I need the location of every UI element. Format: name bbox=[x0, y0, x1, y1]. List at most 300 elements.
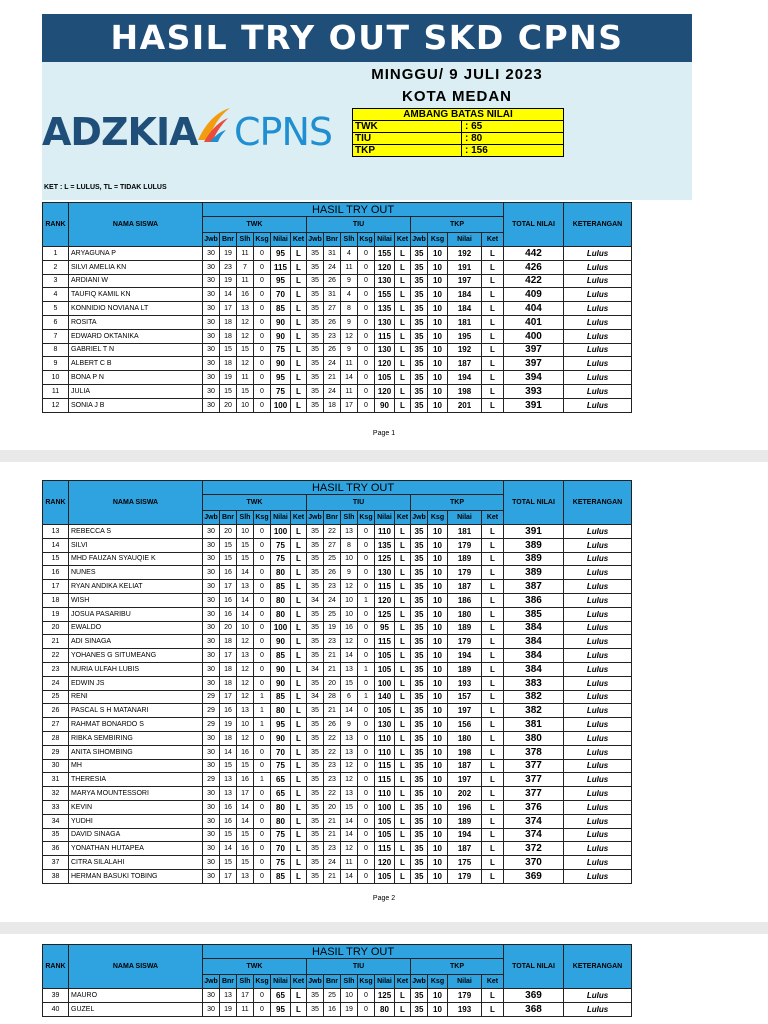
table-cell: 181 bbox=[448, 315, 482, 329]
table-cell: 35 bbox=[307, 1002, 324, 1016]
table-cell: 30 bbox=[203, 580, 220, 594]
table-cell: 386 bbox=[504, 593, 564, 607]
table-cell: 401 bbox=[504, 315, 564, 329]
col-nama-header: NAMA SISWA bbox=[69, 203, 203, 247]
table-cell: 30 bbox=[203, 357, 220, 371]
sub-column-header: Slh bbox=[341, 233, 358, 247]
table-cell: 30 bbox=[203, 814, 220, 828]
table-cell: MARYA MOUNTESSORI bbox=[69, 787, 203, 801]
table-cell: 35 bbox=[411, 856, 428, 870]
table-cell: 90 bbox=[271, 315, 291, 329]
table-cell: 12 bbox=[237, 690, 254, 704]
legend-note: KET : L = LULUS, TL = TIDAK LULUS bbox=[44, 184, 167, 191]
table-cell: YUDHI bbox=[69, 814, 203, 828]
table-cell: 30 bbox=[203, 260, 220, 274]
table-cell: 21 bbox=[324, 649, 341, 663]
table-cell: 13 bbox=[341, 525, 358, 539]
table-cell: 30 bbox=[203, 800, 220, 814]
table-row bbox=[43, 343, 632, 357]
table-cell: 120 bbox=[375, 593, 395, 607]
table-cell: 197 bbox=[448, 704, 482, 718]
table-cell: 15 bbox=[220, 759, 237, 773]
table-cell: L bbox=[395, 593, 411, 607]
table-cell: L bbox=[395, 566, 411, 580]
table-cell: 35 bbox=[307, 607, 324, 621]
table-cell: 19 bbox=[220, 371, 237, 385]
table-cell: 10 bbox=[428, 635, 448, 649]
sub-column-header: Jwb bbox=[411, 511, 428, 525]
table-cell: 194 bbox=[448, 828, 482, 842]
table-row bbox=[43, 773, 632, 787]
table-cell: 75 bbox=[271, 343, 291, 357]
table-cell: 16 bbox=[220, 814, 237, 828]
table-row bbox=[43, 718, 632, 732]
table-cell: 80 bbox=[271, 800, 291, 814]
table-cell: 130 bbox=[375, 343, 395, 357]
table-cell: 80 bbox=[271, 566, 291, 580]
table-cell: 35 bbox=[307, 302, 324, 316]
sub-column-header: Jwb bbox=[203, 511, 220, 525]
table-cell: 35 bbox=[307, 398, 324, 412]
table-cell: L bbox=[291, 552, 307, 566]
table-cell: 16 bbox=[220, 566, 237, 580]
table-cell: 100 bbox=[375, 676, 395, 690]
table-cell: L bbox=[395, 315, 411, 329]
table-cell: L bbox=[291, 989, 307, 1003]
table-cell: 0 bbox=[254, 607, 271, 621]
table-cell: 378 bbox=[504, 745, 564, 759]
table-cell: 35 bbox=[307, 814, 324, 828]
table-cell: 10 bbox=[428, 343, 448, 357]
table-row bbox=[43, 538, 632, 552]
table-cell: 35 bbox=[307, 635, 324, 649]
table-cell: 16 bbox=[324, 1002, 341, 1016]
table-cell: RAHMAT BONARDO S bbox=[69, 718, 203, 732]
table-cell: 393 bbox=[504, 384, 564, 398]
header-panel bbox=[42, 62, 692, 200]
table-cell: 10 bbox=[428, 745, 448, 759]
table-row bbox=[43, 787, 632, 801]
table-cell: 10 bbox=[428, 247, 448, 261]
sub-column-header: Slh bbox=[341, 975, 358, 989]
table-cell: L bbox=[395, 800, 411, 814]
table-cell: BONA P N bbox=[69, 371, 203, 385]
table-cell: 189 bbox=[448, 662, 482, 676]
table-row bbox=[43, 302, 632, 316]
table-cell: 13 bbox=[341, 731, 358, 745]
table-cell: 7 bbox=[237, 260, 254, 274]
table-cell: 0 bbox=[358, 1002, 375, 1016]
table-cell: 29 bbox=[43, 745, 69, 759]
sub-column-header: Bnr bbox=[220, 975, 237, 989]
table-cell: 35 bbox=[411, 759, 428, 773]
table-cell: 409 bbox=[504, 288, 564, 302]
col-total-header: TOTAL NILAI bbox=[504, 945, 564, 989]
table-cell: 31 bbox=[324, 288, 341, 302]
table-cell: 0 bbox=[254, 593, 271, 607]
table-cell: 35 bbox=[411, 247, 428, 261]
table-cell: 30 bbox=[203, 662, 220, 676]
table-cell: 20 bbox=[324, 800, 341, 814]
table-cell: 26 bbox=[324, 315, 341, 329]
table-cell: 115 bbox=[375, 580, 395, 594]
table-cell: 197 bbox=[448, 773, 482, 787]
table-cell: 1 bbox=[254, 718, 271, 732]
table-cell: L bbox=[291, 814, 307, 828]
table-cell: 35 bbox=[307, 800, 324, 814]
table-cell: 175 bbox=[448, 856, 482, 870]
table-cell: 15 bbox=[220, 343, 237, 357]
table-cell: L bbox=[482, 621, 504, 635]
table-cell: 10 bbox=[428, 274, 448, 288]
table-cell: 135 bbox=[375, 538, 395, 552]
table-cell: L bbox=[482, 869, 504, 883]
tkp-header: TKP bbox=[411, 217, 504, 233]
table-cell: 194 bbox=[448, 649, 482, 663]
table-row bbox=[43, 1002, 632, 1016]
table-cell: 391 bbox=[504, 398, 564, 412]
table-cell: 30 bbox=[203, 525, 220, 539]
table-cell: Lulus bbox=[564, 635, 632, 649]
table-cell: L bbox=[291, 745, 307, 759]
table-cell: 35 bbox=[307, 787, 324, 801]
table-cell: Lulus bbox=[564, 773, 632, 787]
table-cell: Lulus bbox=[564, 787, 632, 801]
table-cell: 16 bbox=[43, 566, 69, 580]
table-cell: L bbox=[395, 398, 411, 412]
table-cell: 80 bbox=[271, 814, 291, 828]
table-cell: 30 bbox=[203, 676, 220, 690]
table-cell: Lulus bbox=[564, 525, 632, 539]
table-cell: 30 bbox=[203, 989, 220, 1003]
table-cell: 15 bbox=[220, 538, 237, 552]
table-cell: 21 bbox=[324, 828, 341, 842]
table-cell: 32 bbox=[43, 787, 69, 801]
table-cell: 189 bbox=[448, 552, 482, 566]
table-cell: Lulus bbox=[564, 1002, 632, 1016]
table-cell: 380 bbox=[504, 731, 564, 745]
table-cell: 15 bbox=[237, 384, 254, 398]
table-cell: 9 bbox=[341, 274, 358, 288]
table-cell: 18 bbox=[324, 398, 341, 412]
table-cell: L bbox=[482, 607, 504, 621]
results-table bbox=[42, 202, 632, 413]
table-cell: 26 bbox=[43, 704, 69, 718]
table-cell: 26 bbox=[324, 343, 341, 357]
sub-column-header: Ksg bbox=[358, 233, 375, 247]
table-cell: 28 bbox=[43, 731, 69, 745]
table-cell: 0 bbox=[254, 676, 271, 690]
table-cell: 181 bbox=[448, 525, 482, 539]
tkp-header: TKP bbox=[411, 959, 504, 975]
table-cell: 130 bbox=[375, 718, 395, 732]
table-cell: 85 bbox=[271, 302, 291, 316]
table-cell: 105 bbox=[375, 662, 395, 676]
table-cell: 377 bbox=[504, 759, 564, 773]
table-cell: 85 bbox=[271, 580, 291, 594]
table-cell: Lulus bbox=[564, 800, 632, 814]
table-cell: L bbox=[482, 662, 504, 676]
table-cell: 19 bbox=[43, 607, 69, 621]
table-cell: 17 bbox=[220, 690, 237, 704]
table-cell: 30 bbox=[203, 288, 220, 302]
table-cell: THERESIA bbox=[69, 773, 203, 787]
table-cell: 125 bbox=[375, 989, 395, 1003]
table-cell: 179 bbox=[448, 869, 482, 883]
table-cell: L bbox=[482, 745, 504, 759]
table-cell: 16 bbox=[220, 800, 237, 814]
table-cell: 385 bbox=[504, 607, 564, 621]
table-cell: 180 bbox=[448, 731, 482, 745]
table-cell: 1 bbox=[254, 690, 271, 704]
table-cell: 198 bbox=[448, 384, 482, 398]
table-cell: 179 bbox=[448, 989, 482, 1003]
table-cell: 35 bbox=[411, 621, 428, 635]
table-cell: 193 bbox=[448, 1002, 482, 1016]
table-cell: 6 bbox=[43, 315, 69, 329]
ambang-row bbox=[353, 133, 563, 145]
table-cell: 14 bbox=[341, 814, 358, 828]
table-cell: EDWARD OKTANIKA bbox=[69, 329, 203, 343]
table-cell: 179 bbox=[448, 538, 482, 552]
ambang-label: TIU bbox=[353, 133, 462, 144]
table-cell: DAVID SINAGA bbox=[69, 828, 203, 842]
table-cell: 35 bbox=[411, 731, 428, 745]
table-cell: 30 bbox=[203, 398, 220, 412]
table-cell: 2 bbox=[43, 260, 69, 274]
table-cell: 0 bbox=[358, 525, 375, 539]
table-cell: 0 bbox=[254, 315, 271, 329]
table-cell: 0 bbox=[358, 828, 375, 842]
table-cell: 22 bbox=[324, 525, 341, 539]
table-cell: 10 bbox=[341, 552, 358, 566]
table-cell: 80 bbox=[271, 593, 291, 607]
table-cell: 10 bbox=[428, 384, 448, 398]
table-cell: 27 bbox=[43, 718, 69, 732]
table-cell: 115 bbox=[375, 842, 395, 856]
table-cell: 110 bbox=[375, 731, 395, 745]
table-cell: 35 bbox=[411, 302, 428, 316]
table-cell: 0 bbox=[254, 621, 271, 635]
table-cell: L bbox=[291, 566, 307, 580]
table-cell: 35 bbox=[411, 580, 428, 594]
sub-column-header: Ket bbox=[482, 975, 504, 989]
table-cell: 10 bbox=[428, 329, 448, 343]
table-cell: 35 bbox=[307, 828, 324, 842]
table-cell: 12 bbox=[237, 357, 254, 371]
table-cell: L bbox=[395, 302, 411, 316]
table-cell: Lulus bbox=[564, 731, 632, 745]
table-cell: L bbox=[482, 718, 504, 732]
table-cell: 19 bbox=[220, 274, 237, 288]
table-cell: Lulus bbox=[564, 315, 632, 329]
table-cell: 100 bbox=[271, 525, 291, 539]
table-cell: L bbox=[395, 731, 411, 745]
table-cell: 35 bbox=[411, 718, 428, 732]
table-cell: 10 bbox=[428, 690, 448, 704]
table-cell: Lulus bbox=[564, 371, 632, 385]
col-rank-header: RANK bbox=[43, 481, 69, 525]
table-cell: 90 bbox=[375, 398, 395, 412]
table-cell: 14 bbox=[220, 745, 237, 759]
table-cell: 0 bbox=[358, 989, 375, 1003]
table-cell: 35 bbox=[307, 371, 324, 385]
table-cell: 25 bbox=[324, 989, 341, 1003]
table-cell: 20 bbox=[43, 621, 69, 635]
table-cell: 115 bbox=[375, 329, 395, 343]
table-cell: 15 bbox=[237, 759, 254, 773]
table-cell: L bbox=[291, 398, 307, 412]
table-cell: Lulus bbox=[564, 869, 632, 883]
table-cell: 9 bbox=[341, 566, 358, 580]
table-cell: 28 bbox=[324, 690, 341, 704]
table-cell: L bbox=[395, 649, 411, 663]
twk-header: TWK bbox=[203, 959, 307, 975]
table-cell: L bbox=[291, 704, 307, 718]
table-cell: 30 bbox=[203, 649, 220, 663]
table-cell: 0 bbox=[254, 525, 271, 539]
table-cell: 35 bbox=[307, 773, 324, 787]
sub-column-header: Ksg bbox=[358, 975, 375, 989]
table-cell: 13 bbox=[341, 662, 358, 676]
table-cell: 35 bbox=[411, 315, 428, 329]
table-cell: L bbox=[482, 842, 504, 856]
table-cell: 0 bbox=[358, 371, 375, 385]
table-cell: L bbox=[482, 1002, 504, 1016]
table-cell: 125 bbox=[375, 552, 395, 566]
table-cell: 0 bbox=[358, 288, 375, 302]
table-cell: 13 bbox=[341, 745, 358, 759]
table-cell: 30 bbox=[203, 621, 220, 635]
sub-column-header: Jwb bbox=[411, 975, 428, 989]
table-cell: 30 bbox=[203, 302, 220, 316]
table-cell: 192 bbox=[448, 343, 482, 357]
table-cell: 4 bbox=[43, 288, 69, 302]
table-cell: 19 bbox=[220, 1002, 237, 1016]
table-cell: Lulus bbox=[564, 593, 632, 607]
table-cell: 25 bbox=[43, 690, 69, 704]
sub-column-header: Bnr bbox=[324, 975, 341, 989]
table-cell: 3 bbox=[43, 274, 69, 288]
table-cell: 9 bbox=[341, 718, 358, 732]
table-cell: 0 bbox=[254, 842, 271, 856]
sub-column-header: Slh bbox=[341, 511, 358, 525]
table-cell: 389 bbox=[504, 566, 564, 580]
table-cell: 0 bbox=[358, 635, 375, 649]
table-cell: 18 bbox=[220, 676, 237, 690]
table-cell: 100 bbox=[375, 800, 395, 814]
table-row bbox=[43, 607, 632, 621]
table-cell: 10 bbox=[428, 260, 448, 274]
table-cell: 95 bbox=[271, 1002, 291, 1016]
table-cell: 21 bbox=[324, 704, 341, 718]
table-cell: 18 bbox=[43, 593, 69, 607]
table-cell: Lulus bbox=[564, 690, 632, 704]
table-cell: L bbox=[482, 800, 504, 814]
table-cell: 35 bbox=[411, 525, 428, 539]
table-cell: 0 bbox=[254, 759, 271, 773]
table-row bbox=[43, 828, 632, 842]
table-cell: 24 bbox=[43, 676, 69, 690]
table-cell: 75 bbox=[271, 384, 291, 398]
table-cell: L bbox=[482, 329, 504, 343]
table-cell: L bbox=[482, 398, 504, 412]
table-cell: L bbox=[482, 593, 504, 607]
table-cell: 0 bbox=[358, 566, 375, 580]
table-cell: 155 bbox=[375, 247, 395, 261]
table-cell: 95 bbox=[271, 718, 291, 732]
table-cell: 35 bbox=[411, 260, 428, 274]
table-cell: 155 bbox=[375, 288, 395, 302]
table-cell: Lulus bbox=[564, 662, 632, 676]
table-cell: 11 bbox=[237, 1002, 254, 1016]
table-cell: 12 bbox=[237, 635, 254, 649]
table-row bbox=[43, 814, 632, 828]
table-cell: 0 bbox=[254, 800, 271, 814]
table-cell: 30 bbox=[203, 538, 220, 552]
sub-column-header: Ksg bbox=[254, 511, 271, 525]
table-cell: 34 bbox=[307, 690, 324, 704]
table-cell: Lulus bbox=[564, 260, 632, 274]
table-cell: Lulus bbox=[564, 538, 632, 552]
table-cell: 0 bbox=[358, 800, 375, 814]
table-row bbox=[43, 745, 632, 759]
table-cell: 16 bbox=[220, 607, 237, 621]
table-cell: 157 bbox=[448, 690, 482, 704]
table-row bbox=[43, 869, 632, 883]
table-cell: 383 bbox=[504, 676, 564, 690]
table-cell: L bbox=[291, 357, 307, 371]
table-cell: 27 bbox=[324, 302, 341, 316]
table-cell: 90 bbox=[271, 329, 291, 343]
table-cell: 0 bbox=[254, 869, 271, 883]
table-cell: L bbox=[482, 731, 504, 745]
table-cell: L bbox=[291, 607, 307, 621]
col-rank-header: RANK bbox=[43, 203, 69, 247]
table-row bbox=[43, 690, 632, 704]
sub-column-header: Nilai bbox=[375, 975, 395, 989]
table-cell: 85 bbox=[271, 690, 291, 704]
table-cell: 30 bbox=[203, 731, 220, 745]
table-cell: 35 bbox=[411, 828, 428, 842]
table-cell: GUZEL bbox=[69, 1002, 203, 1016]
table-cell: 24 bbox=[324, 260, 341, 274]
table-cell: 14 bbox=[341, 649, 358, 663]
table-cell: 0 bbox=[254, 288, 271, 302]
table-cell: 75 bbox=[271, 538, 291, 552]
adzkia-logo bbox=[42, 104, 342, 164]
logo-product: CPNS bbox=[234, 110, 332, 154]
table-cell: 35 bbox=[307, 842, 324, 856]
table-cell: 35 bbox=[307, 357, 324, 371]
table-cell: 17 bbox=[237, 989, 254, 1003]
table-cell: 374 bbox=[504, 814, 564, 828]
table-cell: 30 bbox=[43, 759, 69, 773]
table-cell: 0 bbox=[358, 718, 375, 732]
table-cell: 0 bbox=[358, 552, 375, 566]
table-cell: 35 bbox=[411, 357, 428, 371]
sub-column-header: Ket bbox=[395, 233, 411, 247]
table-row bbox=[43, 247, 632, 261]
table-cell: 0 bbox=[358, 302, 375, 316]
table-cell: L bbox=[395, 814, 411, 828]
table-cell: 13 bbox=[237, 580, 254, 594]
table-cell: 369 bbox=[504, 869, 564, 883]
table-cell: L bbox=[291, 371, 307, 385]
table-cell: L bbox=[395, 869, 411, 883]
table-row bbox=[43, 593, 632, 607]
table-cell: 30 bbox=[203, 856, 220, 870]
